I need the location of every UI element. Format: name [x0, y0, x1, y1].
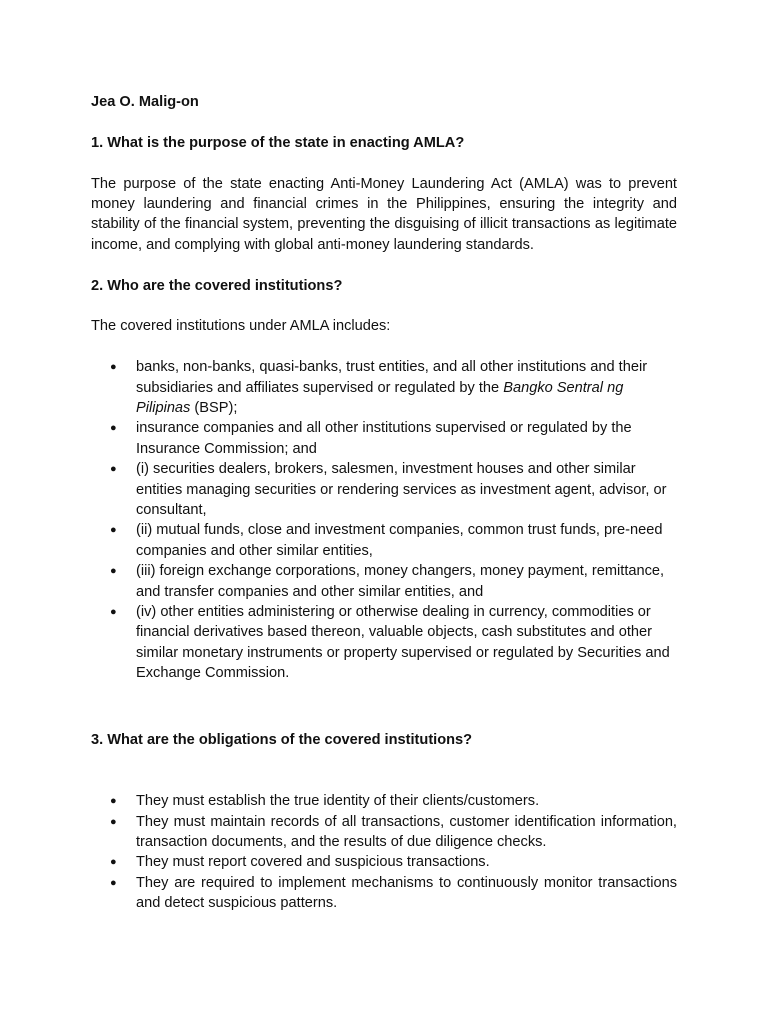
list-item-text: (iv) other entities administering or otherwise dealing in currency, commodities or financial derivatives based thereon, valuable objects, cash substitutes and other similar monetary instruments or property supervised or regulated by Securities and Exchange Commission.	[136, 604, 670, 682]
list-item-text: They are required to implement mechanisms to continuously monitor transactions and detect suspicious patterns.	[136, 874, 677, 912]
bullet-icon: ●	[110, 422, 117, 435]
author-name: Jea O. Malig-on	[91, 94, 199, 110]
spacer	[91, 112, 677, 132]
list-item-text: (ii) mutual funds, close and investment companies, common trust funds, pre-need companies and other similar entities,	[136, 522, 663, 559]
list-item-text: banks, non-banks, quasi-banks, trust entities, and all other institutions and their subsidiaries and affiliates supervised or regulated by the	[136, 359, 648, 396]
covered-institutions-list	[91, 357, 677, 684]
question-1-heading: 1. What is the purpose of the state in enacting AMLA?	[91, 134, 465, 151]
list-item-italic-text: Bangko Sentral ng Pilipinas	[136, 379, 624, 417]
obligations-list	[91, 791, 677, 913]
question-3-heading: 3. What are the obligations of the covered institutions?	[91, 731, 473, 748]
list-item-text: insurance companies and all other institutions supervised or regulated by the Insurance Commission; and	[136, 420, 632, 457]
question-2-heading: 2. Who are the covered institutions?	[91, 277, 343, 294]
spacer	[91, 750, 677, 791]
list-item-text: (i) securities dealers, brokers, salesmen, investment houses and other similar entities managing securities or rendering services as investment agent, advisor, or consultant,	[136, 461, 667, 519]
bullet-icon: ●	[110, 565, 117, 578]
list-item	[91, 459, 677, 520]
spacer	[91, 296, 677, 316]
bullet-icon: ●	[110, 606, 117, 619]
list-item-text: They must establish the true identity of their clients/customers.	[136, 793, 540, 810]
question-2-intro: The covered institutions under AMLA includes:	[91, 318, 391, 335]
bullet-icon: ●	[110, 815, 117, 828]
question-1-answer: The purpose of the state enacting Anti-Money Laundering Act (AMLA) was to prevent money laundering and financial crimes in the Philippines, ensuring the integrity and stability of the financial system, preventing the disguising of illicit transactions as legitimate income, and complying with global anti-money laundering standards.	[91, 175, 677, 253]
document-page	[91, 92, 677, 914]
bullet-icon: ●	[110, 795, 117, 808]
list-item	[91, 873, 677, 914]
list-item-text: They must maintain records of all transactions, customer identification information, transaction documents, and the results of due diligence checks.	[136, 813, 677, 850]
list-item	[91, 791, 677, 811]
spacer	[91, 255, 677, 275]
list-item-text: They must report covered and suspicious transactions.	[136, 854, 490, 871]
list-item	[91, 602, 677, 684]
list-item	[91, 418, 677, 459]
bullet-icon: ●	[110, 524, 117, 537]
list-item-text: (iii) foreign exchange corporations, money changers, money payment, remittance, and transfer companies and other similar entities, and	[136, 563, 665, 600]
spacer	[91, 153, 677, 173]
bullet-icon: ●	[110, 876, 117, 889]
bullet-icon: ●	[110, 856, 117, 869]
bullet-icon: ●	[110, 463, 117, 476]
spacer	[91, 337, 677, 357]
bullet-icon: ●	[110, 361, 117, 374]
list-item	[91, 357, 677, 418]
list-item	[91, 852, 677, 872]
list-item	[91, 812, 677, 853]
list-item	[91, 520, 677, 561]
list-item-text: (BSP);	[190, 400, 238, 417]
spacer	[91, 684, 677, 730]
list-item	[91, 561, 677, 602]
